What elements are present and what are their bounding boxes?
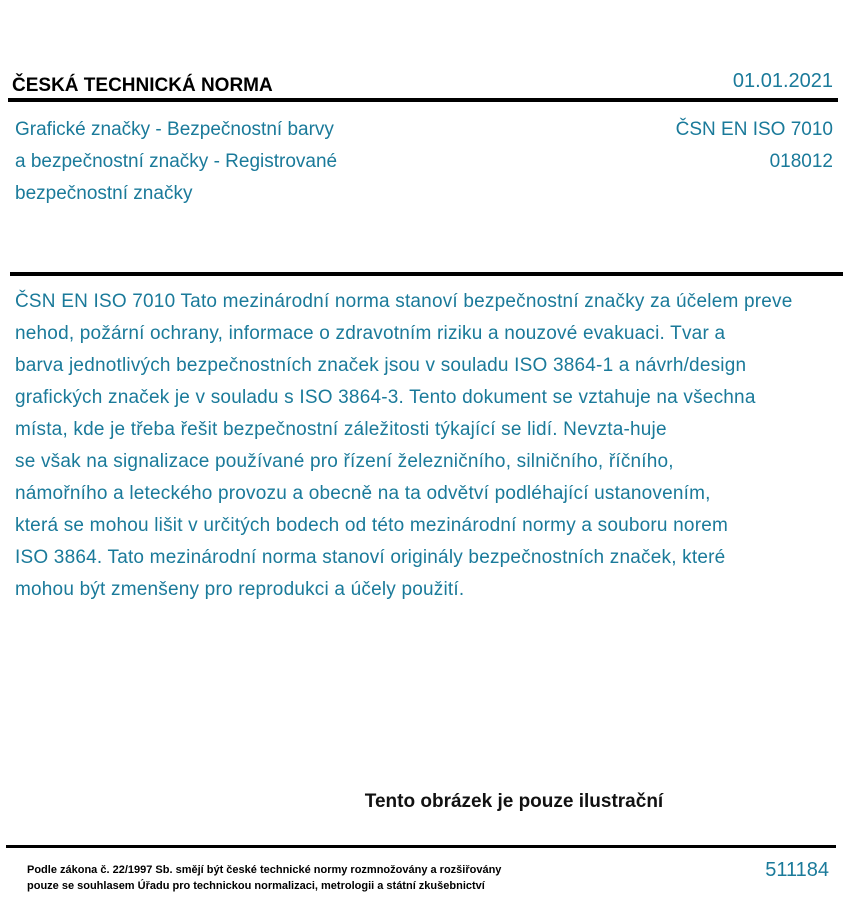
abstract-line: nehod, požární ochrany, informace o zdravotním riziku a nouzové evakuaci. Tvar a [15,323,726,344]
standard-identifier [676,114,833,178]
header-divider [8,98,838,102]
standard-code: ČSN EN ISO 7010 [675,119,833,140]
footer-divider [6,845,836,848]
abstract-line: mohou být zmenšeny pro reprodukci a účely použití. [15,579,465,600]
abstract-line: se však na signalizace používané pro řízení železničního, silničního, říčního, [15,451,674,472]
catalog-number: 511184 [765,859,829,881]
abstract-text [15,286,793,606]
illustration-notice: Tento obrázek je pouze ilustrační [364,791,664,812]
document-title-line: a bezpečnostní značky - Registrované [15,151,338,172]
document-title-line: Grafické značky - Bezpečnostní barvy [15,119,334,140]
legal-notice [27,862,501,894]
abstract-line: ČSN EN ISO 7010 Tato mezinárodní norma stanoví bezpečnostní značky za účelem preve [15,291,793,312]
class-number: 018012 [769,151,833,172]
legal-notice-line: Podle zákona č. 22/1997 Sb. smějí být české technické normy rozmnožovány a rozšiřovány [27,864,502,876]
document-title-line: bezpečnostní značky [15,183,193,204]
norm-type-heading: ČESKÁ TECHNICKÁ NORMA [12,75,273,96]
legal-notice-line: pouze se souhlasem Úřadu pro technickou normalizaci, metrologii a státní zkušebnictví [27,880,485,892]
document-title [15,114,415,210]
title-divider [10,272,843,276]
abstract-line: která se mohou lišit v určitých bodech od této mezinárodní normy a souboru norem [15,515,729,536]
effective-date: 01.01.2021 [732,70,833,92]
abstract-line: ISO 3864. Tato mezinárodní norma stanoví originály bezpečnostních značek, které [15,547,726,568]
abstract-line: místa, kde je třeba řešit bezpečnostní záležitosti týkající se lidí. Nevzta-huje [15,419,667,440]
abstract-line: námořního a leteckého provozu a obecně na ta odvětví podléhající ustanovením, [15,483,711,504]
abstract-line: barva jednotlivých bezpečnostních značek jsou v souladu ISO 3864-1 a návrh/design [15,355,747,376]
abstract-line: grafických značek je v souladu s ISO 3864-3. Tento dokument se vztahuje na všechna [15,387,756,408]
